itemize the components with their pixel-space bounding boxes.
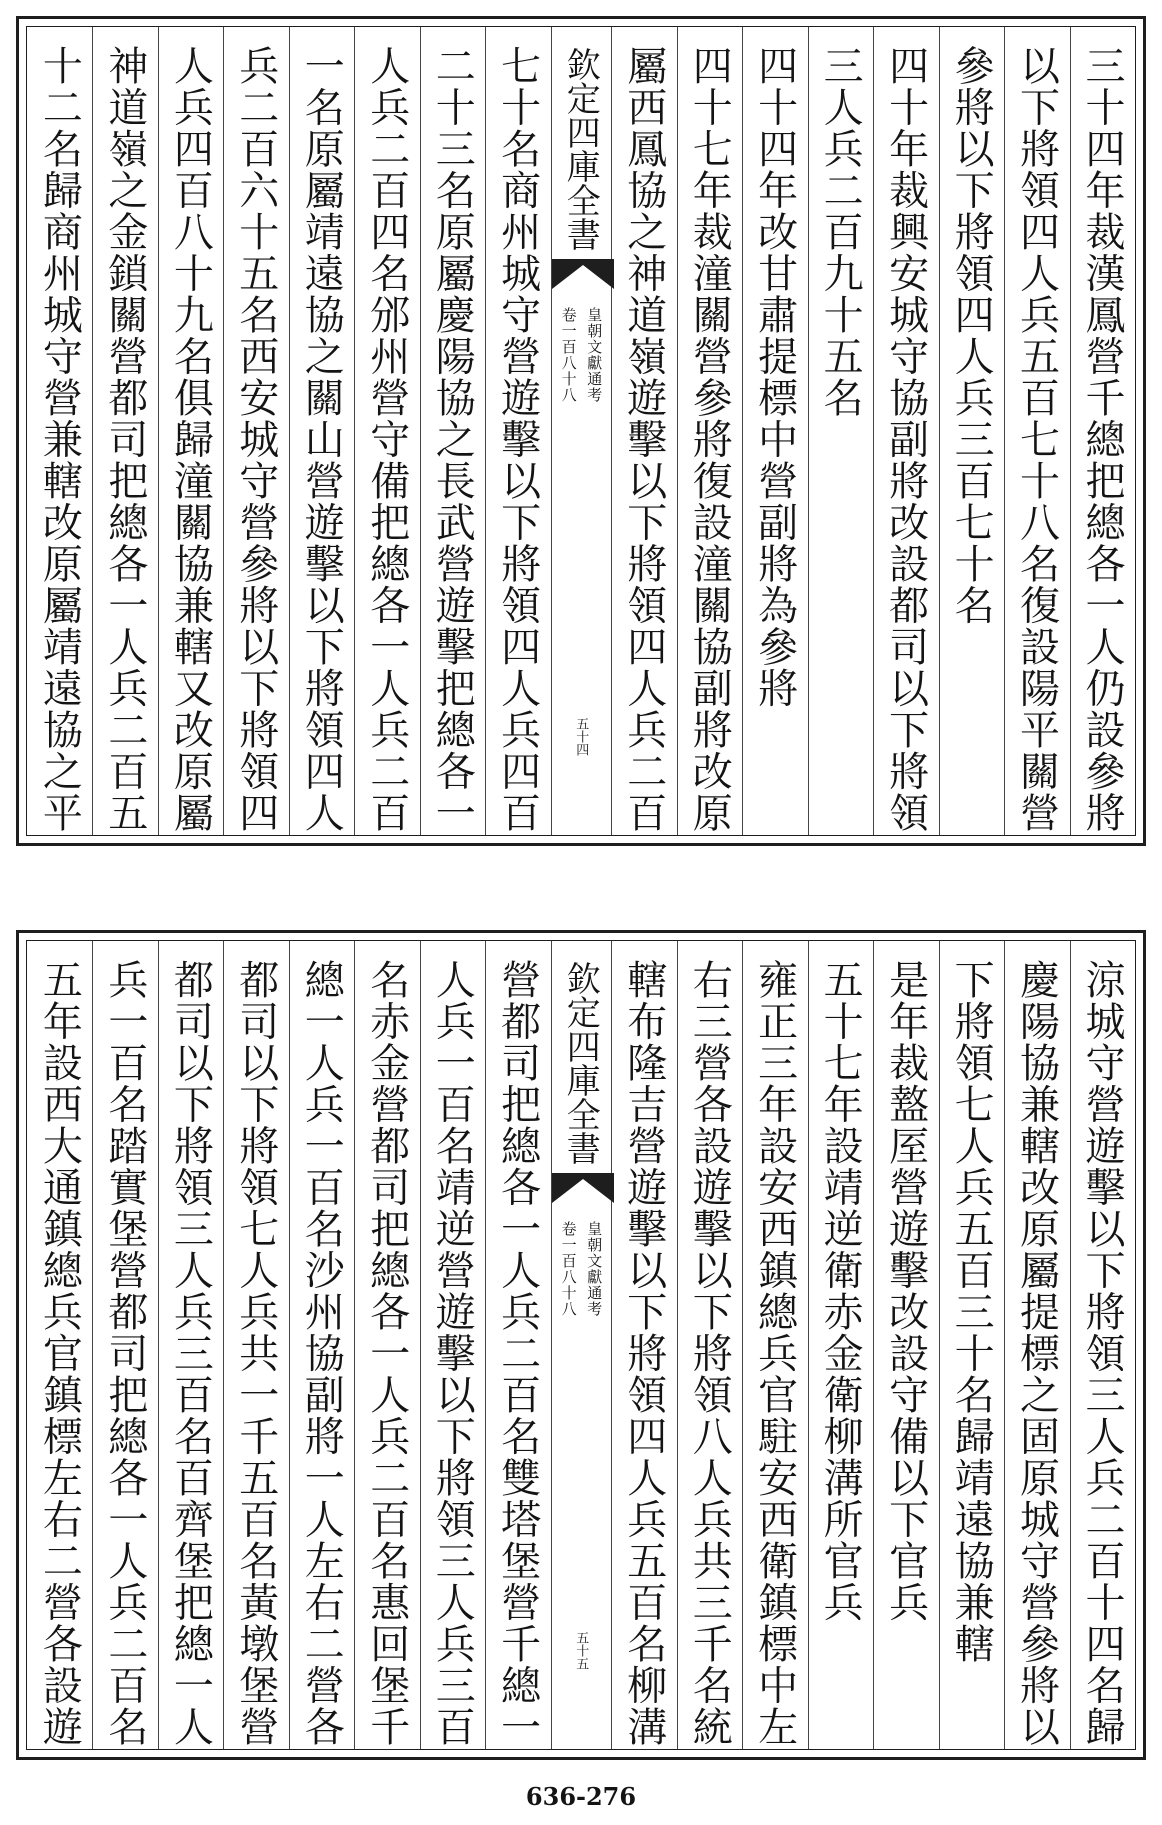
text-column: 人兵二百四名邠州營守備把總各一人兵二百 bbox=[354, 27, 419, 835]
text-column: 都司以下將領七人兵共一千五百名黃墩堡營 bbox=[223, 941, 288, 1749]
text-column: 涼城守營遊擊以下將領三人兵二百十四名歸 bbox=[1070, 941, 1135, 1749]
text-column: 屬西鳳協之神道嶺遊擊以下將領四人兵二百 bbox=[611, 27, 676, 835]
text-column: 五年設西大通鎮總兵官鎮標左右二營各設遊 bbox=[36, 959, 83, 1748]
text-column: 兵一百名踏實堡營都司把總各一人兵二百名 bbox=[92, 941, 157, 1749]
text-column: 四十七年裁潼關營參將復設潼關協副將改原 bbox=[677, 27, 742, 835]
text-column: 是年裁盩厔營遊擊改設守備以下官兵 bbox=[873, 941, 938, 1749]
text-column: 名赤金營都司把總各一人兵二百名惠回堡千 bbox=[354, 941, 419, 1749]
text-column: 總一人兵一百名沙州協副將一人左右二營各 bbox=[289, 941, 354, 1749]
text-column: 營都司把總各一人兵二百名雙塔堡營千總一 bbox=[485, 941, 550, 1749]
leaf-number: 五十五 bbox=[573, 1631, 589, 1670]
volume-label: 卷一百八十八 bbox=[559, 307, 578, 403]
text-column: 三人兵二百九十五名 bbox=[808, 27, 873, 835]
fish-tail-mark bbox=[552, 259, 614, 289]
text-column: 右三營各設遊擊以下將領八人兵共三千名統 bbox=[677, 941, 742, 1749]
center-strip bbox=[551, 27, 612, 835]
page-bottom bbox=[16, 930, 1146, 1760]
text-column: 轄布隆吉營遊擊以下將領四人兵五百名柳溝 bbox=[611, 941, 676, 1749]
text-column: 以下將領四人兵五百七十八名復設陽平關營 bbox=[1004, 27, 1069, 835]
text-column: 都司以下將領三人兵三百名百齊堡把總一人 bbox=[158, 941, 223, 1749]
text-column: 雍正三年設安西鎮總兵官駐安西衛鎮標中左 bbox=[742, 941, 807, 1749]
text-column: 慶陽協兼轄改原屬提標之固原城守營參將以 bbox=[1004, 941, 1069, 1749]
leaf-number: 五十四 bbox=[573, 717, 589, 756]
source-title: 皇朝文獻通考 bbox=[585, 1221, 604, 1317]
book-title: 欽定四庫全書 bbox=[560, 47, 601, 251]
text-column: 十二名歸商州城守營兼轄改原屬靖遠協之平 bbox=[36, 45, 83, 834]
text-frame bbox=[26, 26, 1136, 836]
center-strip bbox=[551, 941, 612, 1749]
page-top bbox=[16, 16, 1146, 846]
book-title: 欽定四庫全書 bbox=[560, 961, 601, 1165]
text-column: 一名原屬靖遠協之關山營遊擊以下將領四人 bbox=[289, 27, 354, 835]
source-title: 皇朝文獻通考 bbox=[585, 307, 604, 403]
text-column: 四十四年改甘肅提標中營副將為參將 bbox=[742, 27, 807, 835]
volume-label: 卷一百八十八 bbox=[559, 1221, 578, 1317]
text-column: 四十年裁興安城守協副將改設都司以下將領 bbox=[873, 27, 938, 835]
text-column: 五十七年設靖逆衛赤金衛柳溝所官兵 bbox=[808, 941, 873, 1749]
columns bbox=[27, 941, 1135, 1749]
text-column: 參將以下將領四人兵三百七十名 bbox=[939, 27, 1004, 835]
text-column: 三十四年裁漢鳳營千總把總各一人仍設參將 bbox=[1070, 27, 1135, 835]
fish-tail-mark bbox=[552, 1173, 614, 1203]
text-column: 二十三名原屬慶陽協之長武營遊擊把總各一 bbox=[420, 27, 485, 835]
text-frame bbox=[26, 940, 1136, 1750]
text-column: 兵二百六十五名西安城守營參將以下將領四 bbox=[223, 27, 288, 835]
text-column: 人兵四百八十九名俱歸潼關協兼轄又改原屬 bbox=[158, 27, 223, 835]
columns bbox=[27, 27, 1135, 835]
text-column: 人兵一百名靖逆營遊擊以下將領三人兵三百 bbox=[420, 941, 485, 1749]
text-column: 神道嶺之金鎖關營都司把總各一人兵二百五 bbox=[92, 27, 157, 835]
text-column: 七十名商州城守營遊擊以下將領四人兵四百 bbox=[485, 27, 550, 835]
page-number: 636-276 bbox=[525, 1782, 637, 1811]
text-column: 下將領七人兵五百三十名歸靖遠協兼轄 bbox=[939, 941, 1004, 1749]
